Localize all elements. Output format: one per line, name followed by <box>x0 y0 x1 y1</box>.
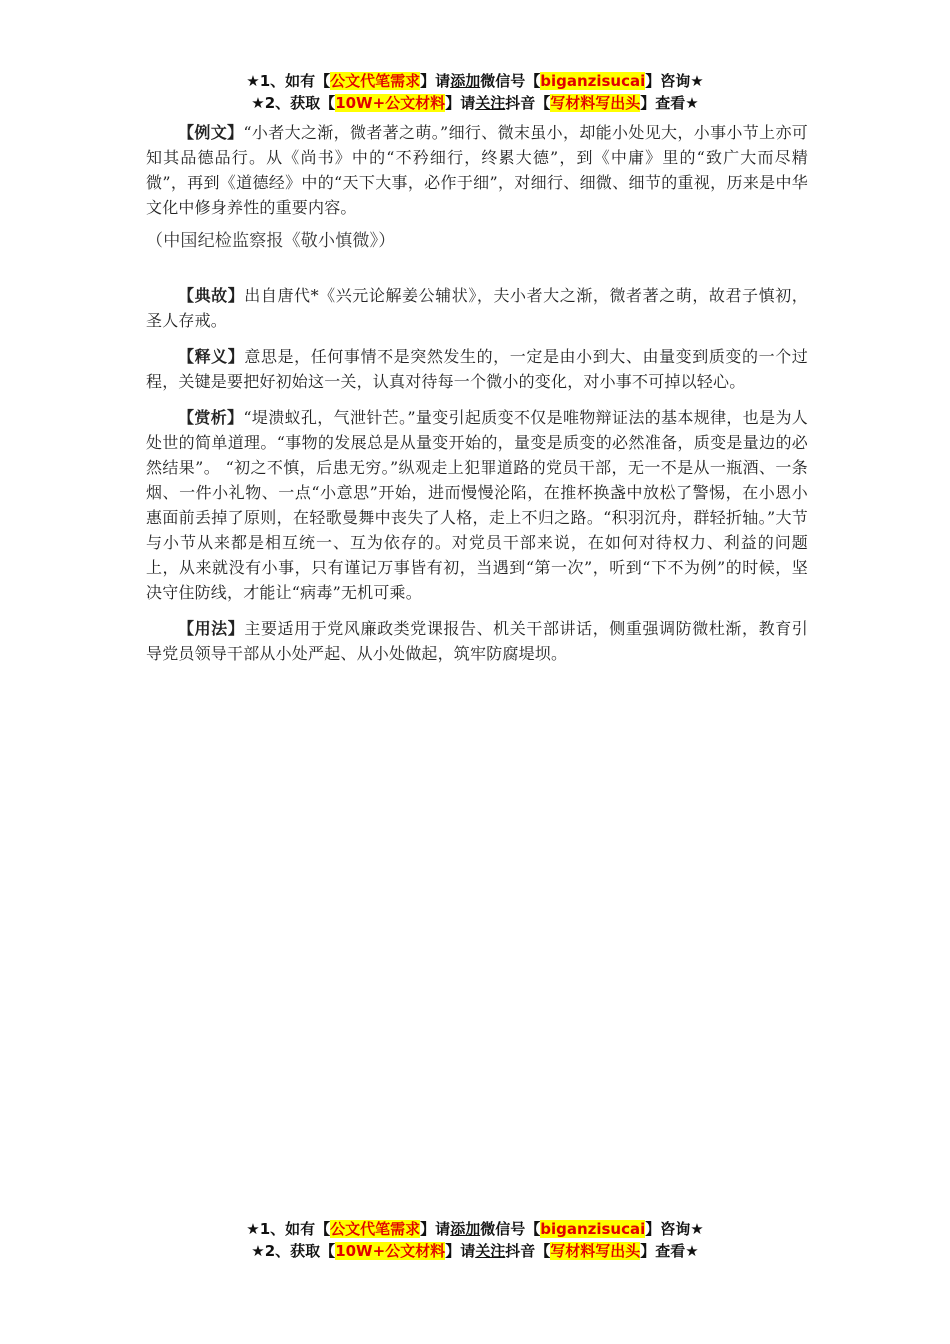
footer-line-1-mid: 】请 <box>420 1220 451 1238</box>
footer-line-1-prefix: ★1、如有【 <box>246 1220 331 1238</box>
header-line-1-mid2: 微信号【 <box>480 72 541 90</box>
appreciation-paragraph <box>146 405 808 605</box>
underline-follow: 关注 <box>475 94 506 112</box>
footer-line-1-suffix: 】咨询★ <box>645 1220 704 1238</box>
article-body <box>146 120 808 677</box>
meaning-text: 意思是，任何事情不是突然发生的，一定是由小到大、由量变到质变的一个过程，关键是要把好初始这一关，认真对待每一个微小的变化，对小事不可掉以轻心。 <box>146 347 808 391</box>
appreciation-label: 【赏析】 <box>178 408 244 427</box>
example-text: “小者大之渐，微者著之萌。”细行、微末虽小，却能小处见大，小事小节上亦可知其品德品行。从《尚书》中的“不矜细行，终累大德”，到《中庸》里的“致广大而尽精微”，再到《道德经》中的“天下大事，必作于细”，对细行、细微、细节的重视，历来是中华文化中修身养性的重要内容。 <box>146 123 808 217</box>
highlight-ghostwriting: 公文代笔需求 <box>330 1220 421 1238</box>
allusion-label: 【典故】 <box>178 286 245 305</box>
example-label: 【例文】 <box>178 123 244 142</box>
appreciation-text: “堤溃蚁孔，气泄针芒。”量变引起质变不仅是唯物辩证法的基本规律，也是为人处世的简单道理。“事物的发展总是从量变开始的，量变是质变的必然准备，质变是量边的必然结果”。 “初之不慎，后患无穷。”纵观走上犯罪道路的党员干部，无一不是从一瓶酒、一条烟、一件小礼物、一点“小意思”开始，进而慢慢沦陷，在推杯换盏中放松了警惕，在小恩小惠面前丢掉了原则，在轻歌曼舞中丧失了人格，走上不归之路。“积羽沉舟，群轻折轴。”大节与小节从来都是相互统一、互为依存的。对党员干部来说，在如何对待权力、利益的问题上，从来就没有小事，只有谨记万事皆有初，当遇到“第一次”，听到“下不为例”的时候，坚决守住防线，才能让“病毒”无机可乘。 <box>146 408 808 602</box>
meaning-label: 【释义】 <box>178 347 245 366</box>
header-line-1-prefix: ★1、如有【 <box>246 72 331 90</box>
header-line-2 <box>0 92 950 114</box>
allusion-text: 出自唐代*《兴元论解姜公辅状》，夫小者大之渐，微者著之萌，故君子慎初，圣人存戒。 <box>146 286 808 330</box>
allusion-paragraph <box>146 283 808 333</box>
footer-line-2-mid2: 抖音【 <box>505 1242 551 1260</box>
footer-line-1 <box>0 1218 950 1240</box>
highlight-materials: 10W+公文材料 <box>335 1242 446 1260</box>
highlight-wechat-id: biganzisucai <box>540 1220 646 1238</box>
example-paragraph <box>146 120 808 220</box>
highlight-douyin-account: 写材料写出头 <box>550 1242 641 1260</box>
underline-add: 添加 <box>450 72 481 90</box>
usage-label: 【用法】 <box>178 619 245 638</box>
underline-follow: 关注 <box>475 1242 506 1260</box>
highlight-wechat-id: biganzisucai <box>540 72 646 90</box>
highlight-materials: 10W+公文材料 <box>335 94 446 112</box>
usage-text: 主要适用于党风廉政类党课报告、机关干部讲话，侧重强调防微杜渐，教育引导党员领导干部从小处严起、从小处做起，筑牢防腐堤坝。 <box>146 619 808 663</box>
meaning-paragraph <box>146 344 808 394</box>
highlight-douyin-account: 写材料写出头 <box>550 94 641 112</box>
usage-paragraph <box>146 616 808 666</box>
header-banner <box>0 70 950 114</box>
header-line-2-suffix: 】查看★ <box>640 94 699 112</box>
highlight-ghostwriting: 公文代笔需求 <box>330 72 421 90</box>
header-line-2-mid: 】请 <box>445 94 476 112</box>
header-line-1-mid: 】请 <box>420 72 451 90</box>
footer-line-2-suffix: 】查看★ <box>640 1242 699 1260</box>
source-citation: （中国纪检监察报《敬小慎微》） <box>146 231 396 251</box>
header-line-2-mid2: 抖音【 <box>505 94 551 112</box>
footer-line-2 <box>0 1240 950 1262</box>
footer-banner <box>0 1218 950 1262</box>
footer-line-1-mid2: 微信号【 <box>480 1220 541 1238</box>
header-line-1 <box>0 70 950 92</box>
footer-line-2-mid: 】请 <box>445 1242 476 1260</box>
header-line-1-suffix: 】咨询★ <box>645 72 704 90</box>
underline-add: 添加 <box>450 1220 481 1238</box>
footer-line-2-prefix: ★2、获取【 <box>251 1242 336 1260</box>
header-line-2-prefix: ★2、获取【 <box>251 94 336 112</box>
